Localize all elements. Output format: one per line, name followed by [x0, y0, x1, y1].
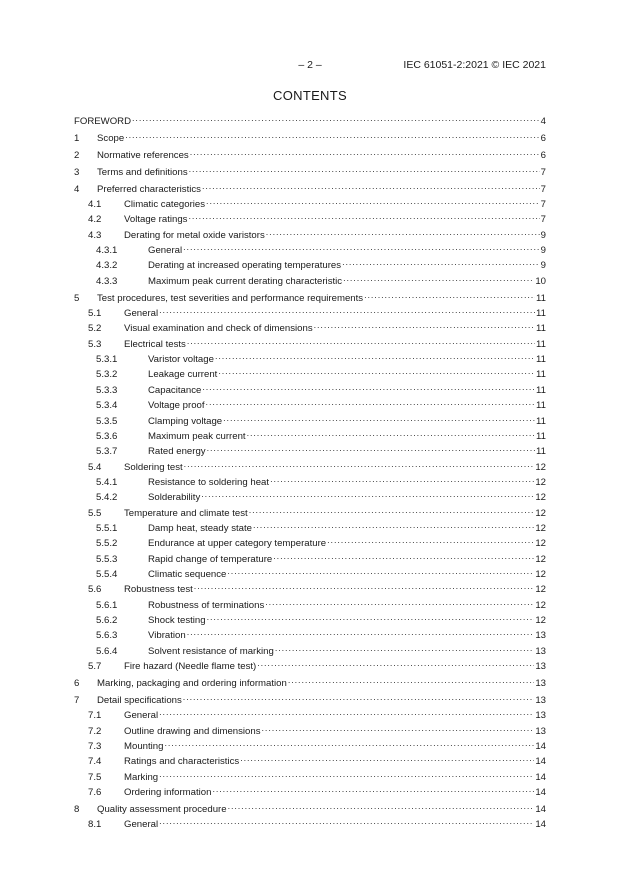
toc-entry-title: Robustness of terminations [148, 599, 265, 611]
toc-entry[interactable] [74, 768, 546, 783]
toc-entry-page: 14 [535, 756, 546, 768]
toc-dot-leader [265, 597, 534, 609]
toc-entry-number: 5.6.4 [96, 645, 118, 657]
toc-entry[interactable] [74, 335, 546, 350]
toc-entry-number: 4 [74, 183, 80, 195]
toc-dot-leader [132, 113, 540, 125]
toc-entry-title: Marking, packaging and ordering information [97, 677, 287, 689]
toc-entry-page: 11 [536, 354, 546, 366]
toc-entry-title: Ratings and characteristics [124, 756, 240, 768]
toc-entry[interactable] [74, 580, 546, 595]
toc-entry-page: 6 [540, 132, 546, 144]
toc-entry-page: 9 [540, 229, 546, 241]
toc-entry-title: Resistance to soldering heat [148, 476, 270, 488]
toc-dot-leader [257, 658, 534, 670]
toc-entry-number: 5.3.1 [96, 354, 118, 366]
toc-entry-title: Temperature and climate test [124, 507, 248, 519]
toc-entry[interactable] [74, 550, 546, 565]
toc-entry[interactable] [74, 112, 546, 127]
toc-entry[interactable] [74, 442, 546, 457]
toc-entry[interactable] [74, 427, 546, 442]
toc-entry[interactable] [74, 458, 546, 473]
toc-entry-page: 12 [535, 492, 546, 504]
toc-entry[interactable] [74, 783, 546, 798]
toc-entry-title: Soldering test [124, 461, 183, 473]
toc-entry-number: 8 [74, 803, 80, 815]
toc-dot-leader [227, 566, 534, 578]
toc-entry[interactable] [74, 272, 546, 287]
toc-entry-number: 3 [74, 166, 80, 178]
toc-entry-number: 7.6 [88, 786, 102, 798]
toc-entry-title: Electrical tests [124, 338, 186, 350]
toc-entry-title: Robustness test [124, 584, 193, 596]
toc-entry[interactable] [74, 210, 546, 225]
toc-dot-leader [223, 413, 535, 425]
toc-entry-number: 7.3 [88, 740, 102, 752]
toc-entry-page: 13 [535, 661, 546, 672]
toc-entry-number: 6 [74, 677, 80, 689]
toc-entry[interactable] [74, 611, 546, 626]
toc-entry-number: 5.7 [88, 661, 102, 672]
toc-dot-leader [288, 675, 534, 687]
toc-entry-title: Marking [124, 771, 159, 783]
toc-entry[interactable] [74, 706, 546, 721]
toc-dot-leader [228, 801, 535, 813]
toc-entry-title: Mounting [124, 740, 164, 752]
toc-entry-title: Derating at increased operating temperatures [148, 260, 342, 272]
toc-dot-leader [125, 130, 539, 142]
document-id: IEC 61051-2:2021 © IEC 2021 [403, 59, 546, 71]
toc-entry[interactable] [74, 519, 546, 534]
toc-entry-title: General [148, 245, 183, 257]
toc-entry-number: 5 [74, 292, 80, 304]
toc-entry-title: Test procedures, test severities and performance requirements [97, 292, 364, 304]
toc-dot-leader [206, 196, 540, 208]
page-number: – 2 – [298, 59, 322, 71]
toc-entry-title: Leakage current [148, 369, 218, 381]
toc-entry-title: Maximum peak current [148, 430, 246, 442]
toc-entry-number: 5.3 [88, 338, 102, 350]
toc-entry-title: Terms and definitions [97, 166, 188, 178]
toc-entry-number: 5.5.4 [96, 568, 118, 580]
toc-entry-page: 12 [535, 522, 546, 534]
toc-entry-title: Varistor voltage [148, 354, 214, 366]
toc-entry-number: 5.3.2 [96, 369, 118, 381]
toc-dot-leader [270, 474, 534, 486]
toc-dot-leader [327, 535, 534, 547]
toc-entry-title: Derating for metal oxide varistors [124, 229, 265, 241]
toc-entry[interactable] [74, 226, 546, 241]
toc-entry-number: 5.3.4 [96, 400, 118, 412]
toc-entry-number: 5.5.3 [96, 553, 118, 565]
toc-entry-page: 7 [540, 199, 546, 211]
toc-entry-page: 12 [535, 599, 546, 611]
toc-dot-leader [202, 181, 540, 193]
toc-entry-page: 7 [540, 183, 546, 195]
toc-entry-title: Ordering information [124, 786, 212, 798]
toc-entry-title: Climatic sequence [148, 568, 227, 580]
toc-entry-number: 5.5 [88, 507, 102, 519]
toc-entry[interactable] [74, 129, 546, 144]
toc-entry[interactable] [74, 642, 546, 657]
toc-entry-number: 5.1 [88, 308, 102, 320]
toc-entry-page: 12 [535, 461, 546, 473]
toc-dot-leader [159, 816, 534, 828]
toc-entry-page: 11 [536, 338, 546, 350]
toc-entry-title: Capacitance [148, 384, 202, 396]
toc-entry-number: 2 [74, 149, 80, 161]
toc-entry-number: 1 [74, 132, 80, 144]
toc-entry-number: 4.3.1 [96, 245, 118, 257]
toc-dot-leader [159, 707, 534, 719]
toc-entry-page: 11 [536, 384, 546, 396]
toc-entry-page: 11 [536, 323, 546, 335]
toc-entry-page: 12 [535, 507, 546, 519]
toc-dot-leader [187, 336, 535, 348]
toc-entry-number: 4.1 [88, 199, 102, 211]
toc-entry-number: 4.3 [88, 229, 102, 241]
toc-entry[interactable] [74, 350, 546, 365]
toc-dot-leader [273, 551, 534, 563]
toc-entry-title: Detail specifications [97, 694, 182, 706]
toc-entry-page: 11 [536, 308, 546, 320]
toc-dot-leader [247, 428, 535, 440]
toc-entry[interactable] [74, 737, 546, 752]
toc-entry-number: 5.5.2 [96, 538, 118, 550]
toc-entry[interactable] [74, 488, 546, 503]
toc-dot-leader [184, 459, 535, 471]
toc-dot-leader [266, 227, 540, 239]
toc-entry-page: 6 [540, 149, 546, 161]
toc-entry-page: 12 [535, 553, 546, 565]
toc-entry[interactable] [74, 319, 546, 334]
toc-entry[interactable] [74, 596, 546, 611]
toc-entry-number: 5.4 [88, 461, 102, 473]
toc-entry-title: General [124, 819, 159, 831]
toc-entry-page: 13 [535, 645, 546, 657]
toc-dot-leader [206, 397, 535, 409]
toc-entry[interactable] [74, 752, 546, 767]
toc-entry-number: 5.4.1 [96, 476, 118, 488]
toc-entry-title: Visual examination and check of dimensions [124, 323, 313, 335]
toc-entry-page: 14 [535, 771, 546, 783]
toc-entry-number: 5.6.3 [96, 630, 118, 642]
toc-entry-number: 4.2 [88, 214, 102, 226]
toc-dot-leader [212, 784, 534, 796]
toc-entry-title: Scope [97, 132, 125, 144]
toc-entry-number: 7.1 [88, 710, 102, 722]
toc-dot-leader [249, 505, 535, 517]
toc-dot-leader [202, 382, 535, 394]
toc-entry-number: 7.2 [88, 725, 102, 737]
toc-entry-page: 14 [535, 786, 546, 798]
toc-entry-page: 11 [536, 369, 546, 381]
toc-entry[interactable] [74, 304, 546, 319]
toc-dot-leader [207, 612, 535, 624]
toc-dot-leader [314, 320, 535, 332]
toc-entry-page: 11 [536, 292, 546, 304]
toc-entry-page: 13 [535, 694, 546, 706]
toc-entry-page: 11 [536, 430, 546, 442]
toc-entry-page: 13 [535, 710, 546, 722]
toc-dot-leader [207, 443, 535, 455]
toc-dot-leader [187, 627, 535, 639]
toc-dot-leader [215, 351, 535, 363]
toc-entry-page: 12 [535, 476, 546, 488]
toc-entry[interactable] [74, 256, 546, 271]
toc-dot-leader [183, 242, 540, 254]
toc-entry-number: 5.4.2 [96, 492, 118, 504]
toc-entry-page: 13 [535, 630, 546, 642]
toc-entry-page: 9 [540, 260, 546, 272]
toc-entry[interactable] [74, 722, 546, 737]
toc-entry[interactable] [74, 800, 546, 815]
toc-entry-number: 5.6.2 [96, 614, 118, 626]
toc-entry-title: Climatic categories [124, 199, 206, 211]
toc-entry-number: 8.1 [88, 819, 102, 831]
toc-entry[interactable] [74, 504, 546, 519]
toc-entry-number: 4.3.2 [96, 260, 118, 272]
toc-dot-leader [164, 738, 534, 750]
toc-entry-number: 7.4 [88, 756, 102, 768]
toc-dot-leader [262, 723, 535, 735]
toc-entry-title: Shock testing [148, 614, 206, 626]
toc-entry-page: 13 [535, 725, 546, 737]
toc-entry[interactable] [74, 289, 546, 304]
toc-entry[interactable] [74, 657, 546, 672]
toc-entry-title: Maximum peak current derating characteristic [148, 275, 343, 287]
toc-entry[interactable] [74, 381, 546, 396]
toc-entry-page: 10 [535, 275, 546, 287]
toc-dot-leader [159, 305, 535, 317]
toc-entry-page: 14 [535, 819, 546, 831]
toc-dot-leader [188, 211, 539, 223]
toc-dot-leader [194, 581, 535, 593]
toc-dot-leader [364, 290, 535, 302]
toc-entry[interactable] [74, 815, 546, 830]
toc-entry-number: 5.3.6 [96, 430, 118, 442]
toc-entry-page: 9 [540, 245, 546, 257]
toc-entry[interactable] [74, 163, 546, 178]
toc-dot-leader [253, 520, 534, 532]
toc-entry[interactable] [74, 534, 546, 549]
toc-entry-page: 14 [535, 740, 546, 752]
toc-entry[interactable] [74, 365, 546, 380]
toc-entry-number: 4.3.3 [96, 275, 118, 287]
toc-entry-title: General [124, 710, 159, 722]
toc-entry-page: 14 [535, 803, 546, 815]
toc-dot-leader [218, 366, 535, 378]
toc-entry-title: Rated energy [148, 446, 206, 458]
toc-entry-title: Solvent resistance of marking [148, 645, 274, 657]
toc-entry-page: 7 [540, 214, 546, 226]
toc-entry-number: 5.5.1 [96, 522, 118, 534]
toc-entry-number: 5.3.5 [96, 415, 118, 427]
toc-entry[interactable] [74, 180, 546, 195]
toc-entry-title: Quality assessment procedure [97, 803, 227, 815]
toc-entry-page: 4 [540, 116, 546, 127]
toc-entry-page: 12 [535, 538, 546, 550]
toc-entry-page: 12 [535, 568, 546, 580]
toc-entry-page: 11 [536, 400, 546, 412]
toc-entry-title: Solderability [148, 492, 201, 504]
toc-entry-title: Voltage ratings [124, 214, 188, 226]
toc-dot-leader [159, 769, 534, 781]
toc-entry-title: Voltage proof [148, 400, 205, 412]
toc-entry-number: 5.6 [88, 584, 102, 596]
toc-entry-title: Outline drawing and dimensions [124, 725, 261, 737]
toc-entry-title: Normative references [97, 149, 189, 161]
toc-entry[interactable] [74, 691, 546, 706]
toc-entry[interactable] [74, 396, 546, 411]
toc-entry-page: 11 [536, 446, 546, 458]
toc-entry-title: Rapid change of temperature [148, 553, 273, 565]
toc-entry-title: FOREWORD [74, 116, 132, 127]
table-of-contents [74, 112, 546, 831]
toc-entry-number: 7.5 [88, 771, 102, 783]
toc-entry-title: Endurance at upper category temperature [148, 538, 327, 550]
toc-entry[interactable] [74, 473, 546, 488]
toc-title: CONTENTS [273, 88, 347, 103]
toc-dot-leader [342, 257, 540, 269]
toc-entry[interactable] [74, 565, 546, 580]
toc-entry-title: Fire hazard (Needle flame test) [124, 661, 257, 672]
toc-entry-number: 7 [74, 694, 80, 706]
toc-dot-leader [183, 692, 535, 704]
toc-entry-page: 11 [536, 415, 546, 427]
toc-entry-number: 5.3.3 [96, 384, 118, 396]
toc-entry[interactable] [74, 674, 546, 689]
toc-entry-title: Damp heat, steady state [148, 522, 252, 534]
toc-entry-number: 5.3.7 [96, 446, 118, 458]
toc-entry[interactable] [74, 146, 546, 161]
toc-entry-title: Vibration [148, 630, 186, 642]
toc-entry[interactable] [74, 241, 546, 256]
toc-entry-title: Clamping voltage [148, 415, 223, 427]
toc-entry-number: 5.6.1 [96, 599, 118, 611]
toc-entry-page: 13 [535, 677, 546, 689]
toc-dot-leader [190, 147, 540, 159]
toc-dot-leader [275, 643, 534, 655]
toc-dot-leader [343, 273, 534, 285]
toc-entry-page: 12 [535, 584, 546, 596]
toc-entry-title: Preferred characteristics [97, 183, 201, 195]
toc-entry[interactable] [74, 412, 546, 427]
toc-entry[interactable] [74, 626, 546, 641]
toc-entry-number: 5.2 [88, 323, 102, 335]
toc-entry-page: 7 [540, 166, 546, 178]
toc-dot-leader [189, 164, 540, 176]
toc-dot-leader [201, 489, 534, 501]
toc-entry[interactable] [74, 195, 546, 210]
toc-entry-page: 12 [535, 614, 546, 626]
toc-dot-leader [240, 753, 534, 765]
toc-entry-title: General [124, 308, 159, 320]
